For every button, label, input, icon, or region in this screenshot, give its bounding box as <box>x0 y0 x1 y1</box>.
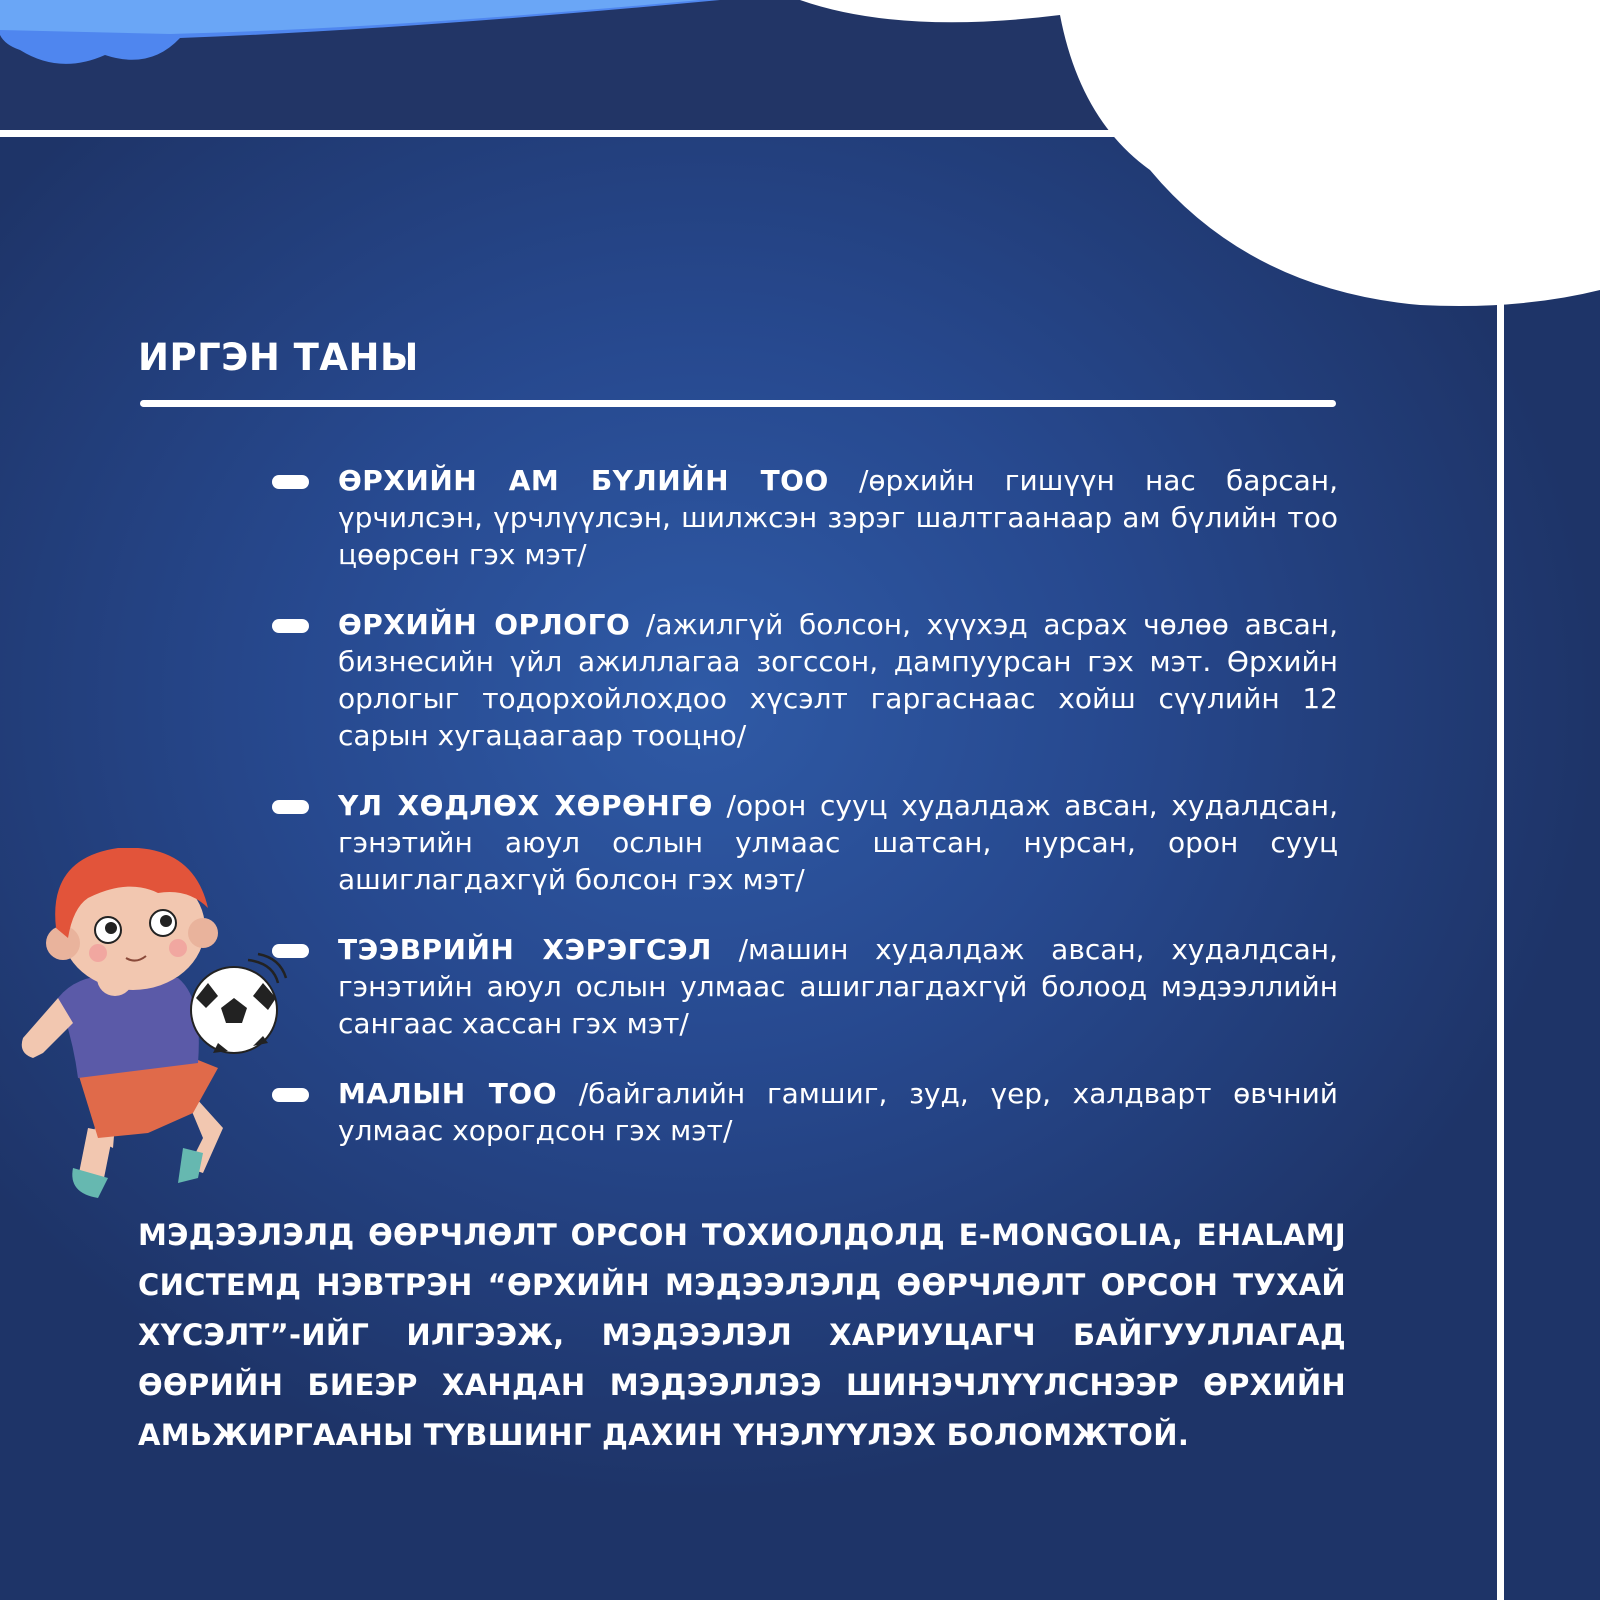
bullet-dash-icon <box>272 800 309 814</box>
list-item <box>272 1075 1338 1149</box>
title-underline <box>140 400 1336 407</box>
instruction-paragraph: МЭДЭЭЛЭЛД ӨӨРЧЛӨЛТ ОРСОН ТОХИОЛДОЛД E-MONGOLIA, EHALAMJ СИСТЕМД НЭВТРЭН “ӨРХИЙН МЭДЭЭЛЭЛД ӨӨРЧЛӨЛТ ОРСОН ТУХАЙ ХҮСЭЛТ”-ИЙГ ИЛГЭЭЖ, МЭДЭЭЛЭЛ ХАРИУЦАГЧ БАЙГУУЛЛАГАД ӨӨРИЙН БИЕЭР ХАНДАН МЭДЭЭЛЛЭЭ ШИНЭЧЛҮҮЛСНЭЭР ӨРХИЙН АМЬЖИРГААНЫ ТҮВШИНГ ДАХИН ҮНЭЛҮҮЛЭХ БОЛОМЖТОЙ. <box>138 1218 1346 1452</box>
page-title: ИРГЭН ТАНЫ <box>138 336 419 379</box>
top-divider <box>0 130 1130 137</box>
item-text: /машин худалдаж авсан, худалдсан, гэнэтийн аюул ослын улмаас ашиглагдахгүй болоод мэдээллийн сангаас хассан гэх мэт/ <box>338 933 1338 1040</box>
criteria-list <box>272 462 1338 1149</box>
item-heading: ӨРХИЙН ОРЛОГО <box>338 608 631 641</box>
list-item <box>272 787 1338 898</box>
item-heading: ТЭЭВРИЙН ХЭРЭГСЭЛ <box>338 933 712 966</box>
list-item <box>272 606 1338 754</box>
bullet-dash-icon <box>272 619 309 633</box>
list-item <box>272 931 1338 1042</box>
soccer-ball-icon <box>191 954 286 1053</box>
item-text: /өрхийн гишүүн нас барсан, үрчилсэн, үрчлүүлсэн, шилжсэн зэрэг шалтгаанаар ам бүлийн тоо цөөрсөн гэх мэт/ <box>338 464 1338 571</box>
item-text: /байгалийн гамшиг, зуд, үер, халдварт өвчний улмаас хорогдсон гэх мэт/ <box>338 1077 1338 1147</box>
bullet-dash-icon <box>272 475 309 489</box>
item-text: /ажилгүй болсон, хүүхэд асрах чөлөө авсан, бизнесийн үйл ажиллагаа зогссон, дампуурсан гэх мэт. Өрхийн орлогыг тодорхойлохдоо хүсэлт гаргаснаас хойш сүүлийн 12 сарын хугацаагаар тооцно/ <box>338 608 1338 752</box>
right-vertical-line <box>1497 290 1504 1600</box>
item-heading: МАЛЫН ТОО <box>338 1077 557 1110</box>
list-item <box>272 462 1338 573</box>
white-cloud-shape <box>800 0 1600 306</box>
kid-with-soccer-ball-illustration <box>18 848 288 1218</box>
item-heading: ҮЛ ХӨДЛӨХ ХӨРӨНГӨ <box>338 789 713 822</box>
item-heading: ӨРХИЙН АМ БҮЛИЙН ТОО <box>338 464 829 497</box>
item-text: /орон сууц худалдаж авсан, худалдсан, гэнэтийн аюул ослын улмаас шатсан, нурсан, орон сууц ашиглагдахгүй болсон гэх мэт/ <box>338 789 1339 896</box>
cloud-decoration <box>0 0 1600 320</box>
